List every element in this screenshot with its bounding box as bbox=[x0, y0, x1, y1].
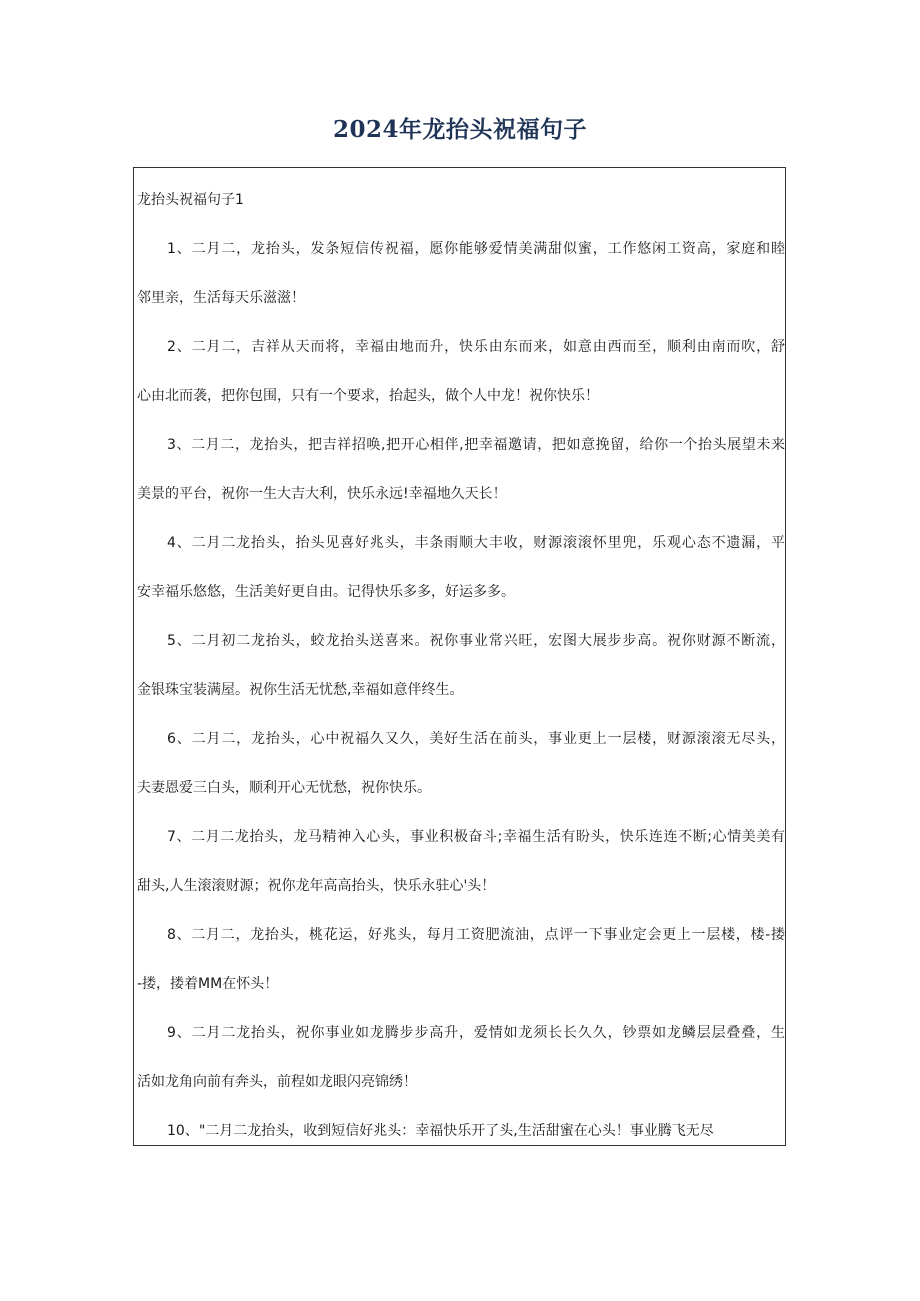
paragraph-line: 8、二月二，龙抬头，桃花运，好兆头，每月工资肥流油，点评一下事业定会更上一层楼，楼-搂 bbox=[167, 927, 785, 943]
blessing-item-10 bbox=[137, 1119, 785, 1146]
paragraph-line: 10、"二月二龙抬头，收到短信好兆头：幸福快乐开了头,生活甜蜜在心头！事业腾飞无尽 bbox=[167, 1123, 714, 1139]
paragraph-line: 7、二月二龙抬头，龙马精神入心头，事业积极奋斗;幸福生活有盼头，快乐连连不断;心情美美有 bbox=[167, 829, 785, 845]
blessing-item-8 bbox=[137, 923, 785, 1021]
blessing-item-5 bbox=[137, 629, 785, 727]
blessing-item-7 bbox=[137, 825, 785, 923]
blessing-item-2 bbox=[137, 335, 785, 433]
blessing-item-4 bbox=[137, 531, 785, 629]
paragraph-line: 甜头,人生滚滚财源；祝你龙年高高抬头，快乐永驻心'头！ bbox=[137, 878, 496, 894]
blessing-item-3 bbox=[137, 433, 785, 531]
blessing-item-9 bbox=[137, 1021, 785, 1119]
paragraph-line: 心由北而袭，把你包围，只有一个要求，抬起头，做个人中龙！祝你快乐！ bbox=[137, 388, 599, 404]
paragraph-line: 2、二月二，吉祥从天而将，幸福由地而升，快乐由东而来，如意由西而至，顺利由南而吹，舒 bbox=[167, 339, 785, 355]
paragraph-line: 9、二月二龙抬头，祝你事业如龙腾步步高升，爱情如龙须长长久久，钞票如龙鳞层层叠叠，生 bbox=[167, 1025, 785, 1041]
section-heading: 龙抬头祝福句子1 bbox=[137, 192, 244, 208]
paragraph-line: 美景的平台，祝你一生大吉大利，快乐永远!幸福地久天长！ bbox=[137, 486, 507, 502]
paragraph-line: 邻里亲，生活每天乐滋滋！ bbox=[137, 290, 305, 306]
paragraph-line: 6、二月二，龙抬头，心中祝福久又久，美好生活在前头，事业更上一层楼，财源滚滚无尽头， bbox=[167, 731, 785, 747]
blessing-item-1 bbox=[137, 237, 785, 335]
paragraph-line: 夫妻恩爱三白头，顺利开心无忧愁，祝你快乐。 bbox=[137, 780, 431, 796]
paragraph-line: 金银珠宝装满屋。祝你生活无忧愁,幸福如意伴终生。 bbox=[137, 682, 464, 698]
paragraph-line: 活如龙角向前有奔头，前程如龙眼闪亮锦绣！ bbox=[137, 1074, 417, 1090]
content-box bbox=[133, 167, 786, 1146]
blessing-item-6 bbox=[137, 727, 785, 825]
paragraph-line: 安幸福乐悠悠，生活美好更自由。记得快乐多多，好运多多。 bbox=[137, 584, 515, 600]
paragraph-line: 5、二月初二龙抬头，蛟龙抬头送喜来。祝你事业常兴旺，宏图大展步步高。祝你财源不断流， bbox=[167, 633, 785, 649]
paragraph-line: 1、二月二，龙抬头，发条短信传祝福，愿你能够爱情美满甜似蜜，工作悠闲工资高，家庭和睦 bbox=[167, 241, 785, 257]
document-title: 2024年龙抬头祝福句子 bbox=[332, 116, 587, 143]
paragraph-line: -搂，搂着MM在怀头！ bbox=[137, 976, 279, 992]
paragraph-line: 3、二月二，龙抬头，把吉祥招唤,把开心相伴,把幸福邀请，把如意挽留，给你一个抬头展望未来 bbox=[167, 437, 785, 453]
paragraph-line: 4、二月二龙抬头，抬头见喜好兆头，丰条雨顺大丰收，财源滚滚怀里兜，乐观心态不遗漏，平 bbox=[167, 535, 785, 551]
